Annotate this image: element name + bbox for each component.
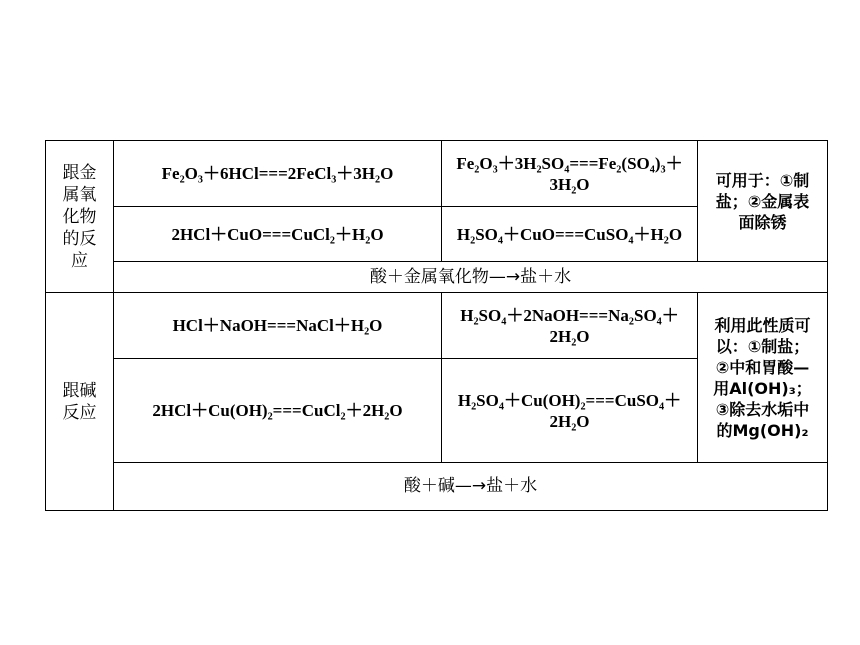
row-label-base [46,293,114,511]
use-note-text: 可用于：①制盐；②金属表面除锈 [715,170,810,232]
row-label-text: 跟碱反应 [62,380,97,423]
use-note-cell [698,293,828,463]
h2so4-equation-cell [442,207,698,262]
equation-text: 2HCl＋Cu(OH)₂===CuCl₂＋2H₂O [152,401,403,420]
equation-text: Fe₂O₃＋6HCl===2FeCl₃＋3H₂O [161,164,394,183]
hcl-equation-cell [114,293,442,359]
table-row [46,463,828,511]
equation-text: Fe₂O₃＋3H₂SO₄===Fe₂(SO₄)₃＋3H₂O [456,153,683,194]
chemistry-table [45,140,828,511]
hcl-equation-cell [114,359,442,463]
row-label-metal-oxide [46,141,114,293]
summary-text: 酸＋金属氧化物—→盐＋水 [369,266,572,287]
table-row [46,141,828,207]
summary-text: 酸＋碱—→盐＋水 [403,476,538,496]
h2so4-equation-cell [442,359,698,463]
use-note-cell [698,141,828,262]
row-label-text: 跟金属氧化物的反应 [62,162,97,271]
hcl-equation-cell [114,207,442,262]
use-note-text: 利用此性质可以：①制盐；②中和胃酸—用Al(OH)₃；③除去水垢中的Mg(OH)₂ [713,315,812,440]
h2so4-equation-cell [442,293,698,359]
equation-text: H₂SO₄＋CuO===CuSO₄＋H₂O [456,224,683,244]
summary-cell [114,262,828,293]
table-row [46,262,828,293]
hcl-equation-cell [114,141,442,207]
equation-text: H₂SO₄＋Cu(OH)₂===CuSO₄＋2H₂O [457,390,682,431]
equation-text: H₂SO₄＋2NaOH===Na₂SO₄＋2H₂O [460,305,679,346]
summary-cell [114,463,828,511]
equation-text: 2HCl＋CuO===CuCl₂＋H₂O [171,224,384,244]
h2so4-equation-cell [442,141,698,207]
table-row [46,293,828,359]
equation-text: HCl＋NaOH===NaCl＋H₂O [172,316,383,335]
